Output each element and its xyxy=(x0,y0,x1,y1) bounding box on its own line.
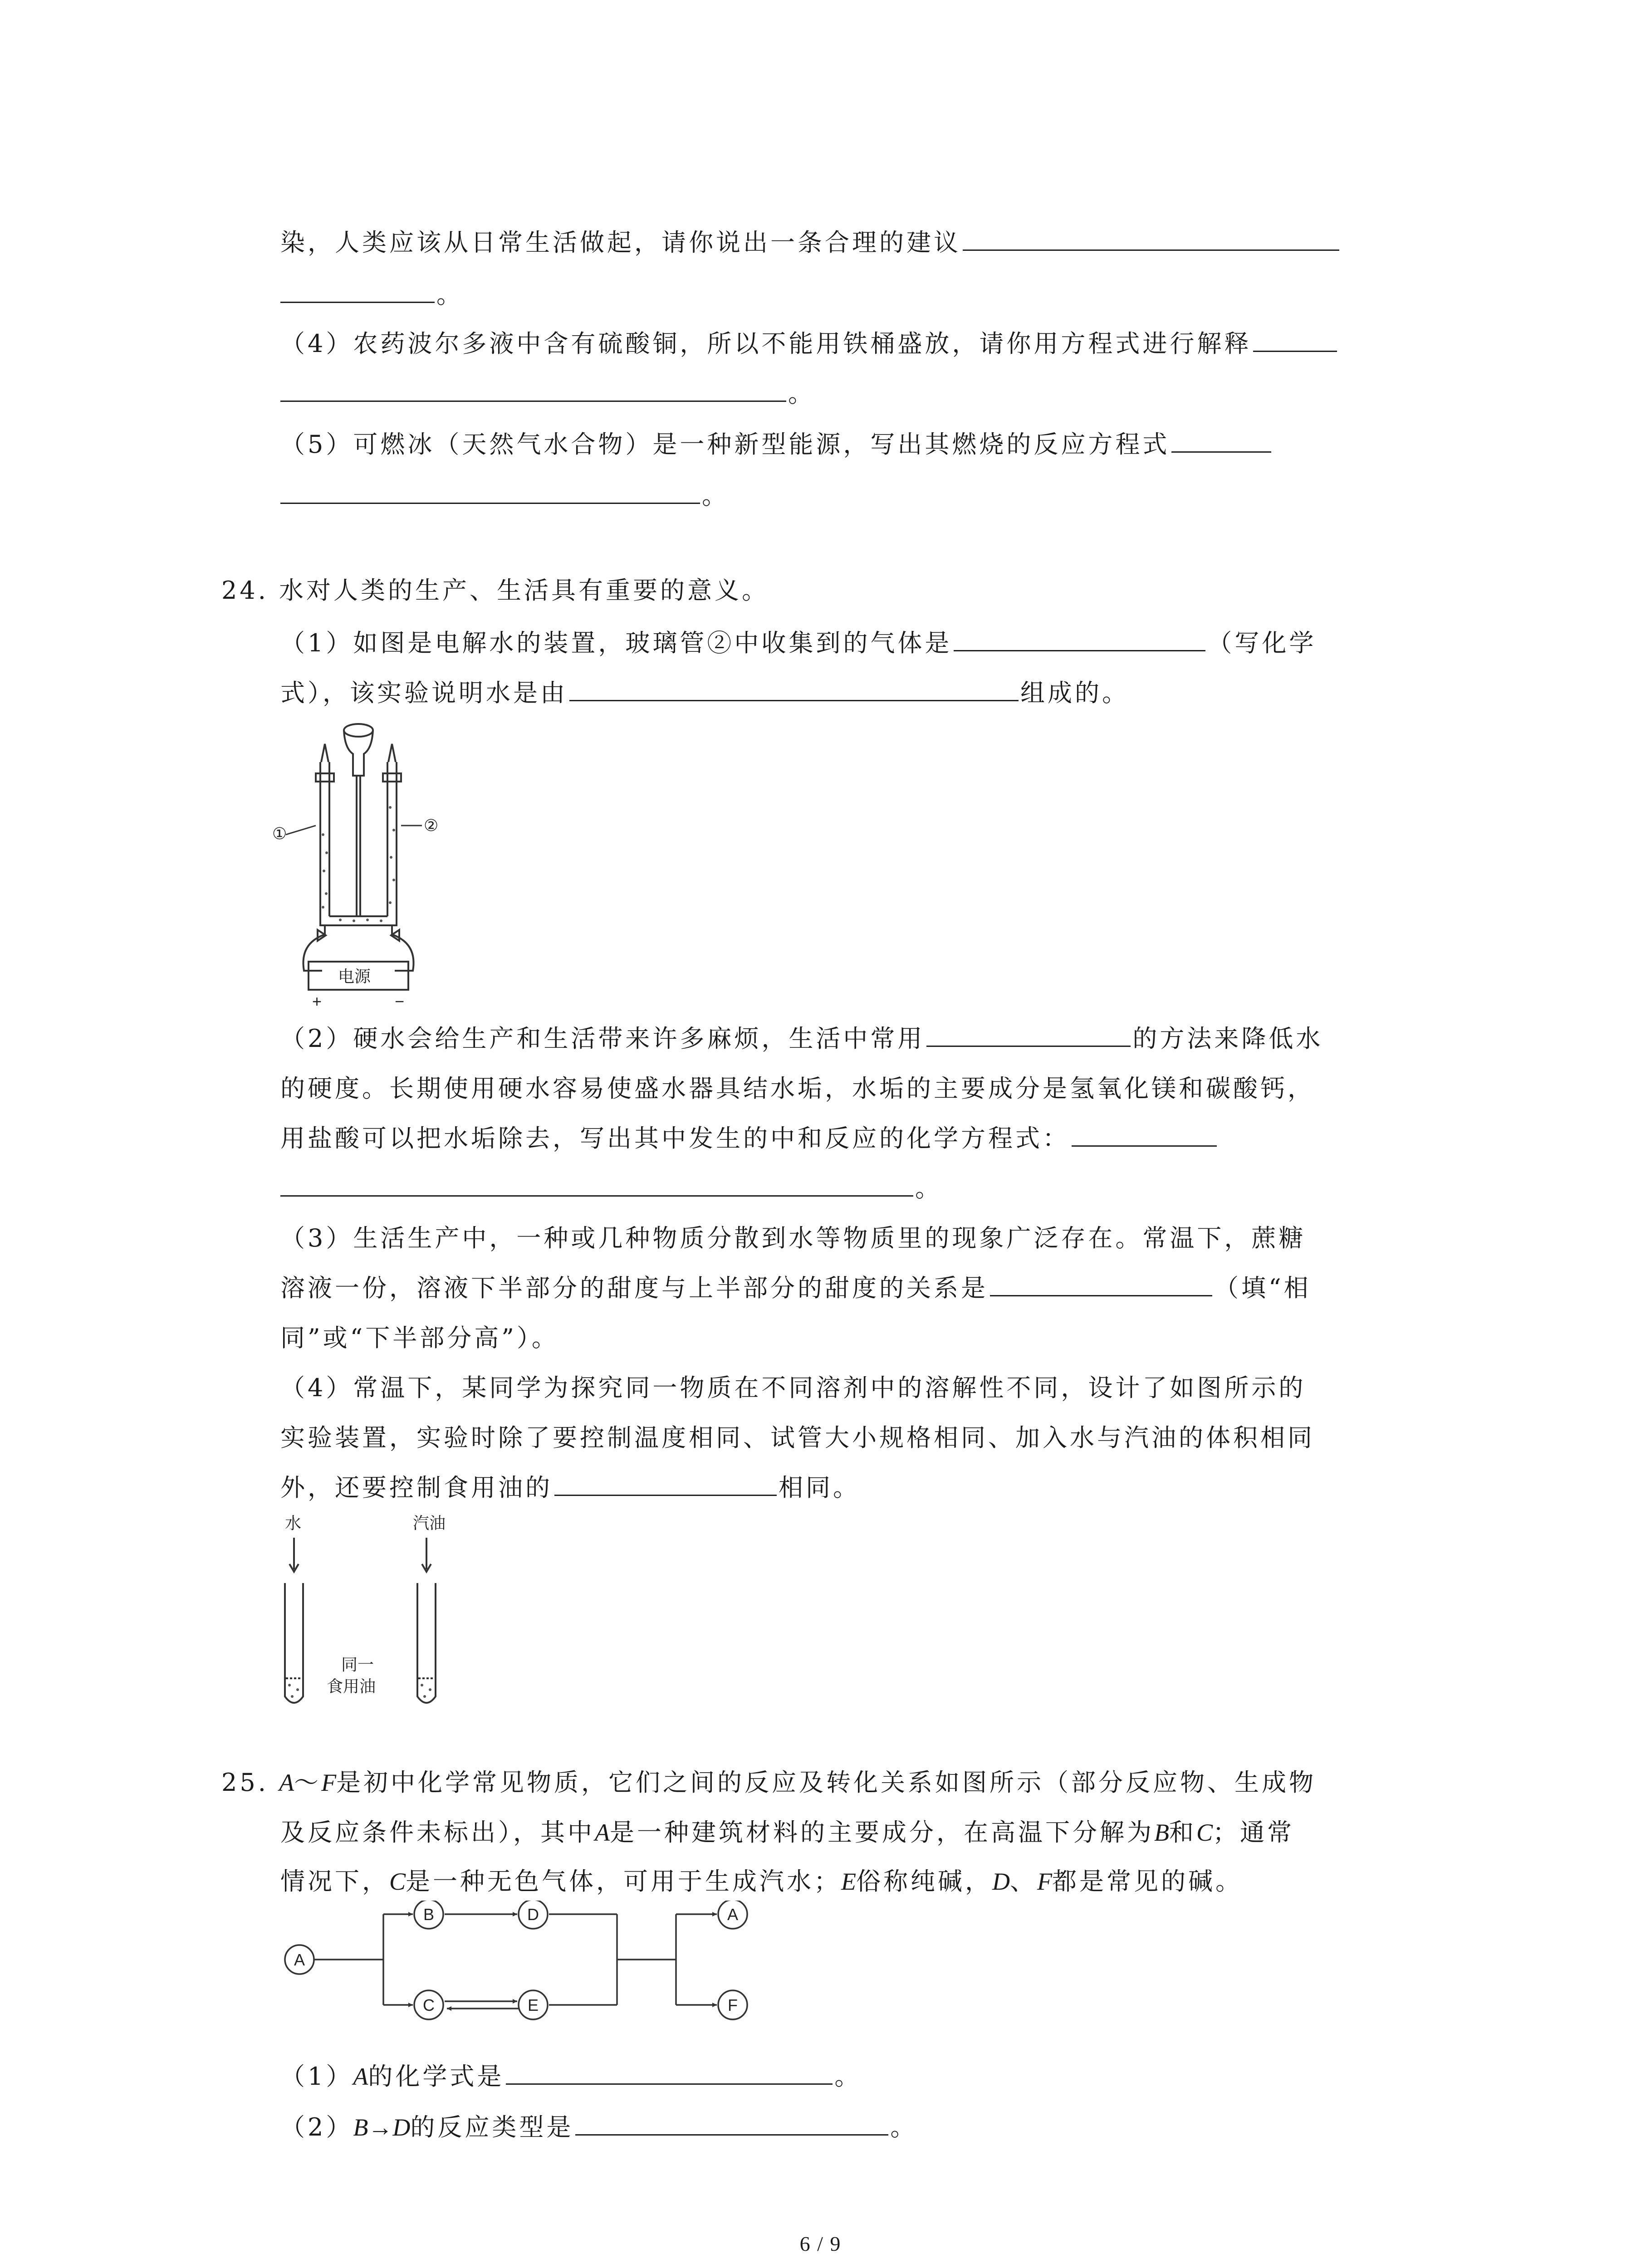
negative-terminal: − xyxy=(395,992,405,1007)
q25-stem-line-3: 情况下，C是一种无色气体，可用于生成汽水；E俗称纯碱，D、F都是常见的碱。 xyxy=(280,1867,1243,1896)
answer-blank-23-4b[interactable] xyxy=(280,376,786,402)
q25-part-2: （2）B→D的反应类型是 。 xyxy=(280,2109,917,2146)
answer-blank-24-3[interactable] xyxy=(990,1271,1212,1296)
water-label: 水 xyxy=(285,1514,302,1532)
reaction-relationship-diagram xyxy=(272,1901,771,2037)
q25-stem-line-2: 及反应条件未标出），其中A是一种建筑材料的主要成分，在高温下分解为B和C；通常 xyxy=(280,1818,1295,1847)
oil-label-line-1: 同一 xyxy=(341,1655,374,1674)
q23-line-2: 。 xyxy=(280,277,464,313)
q24-part-3-line-3: 同”或“下半部分高”）。 xyxy=(280,1324,559,1352)
answer-blank-24-2b[interactable] xyxy=(1072,1121,1217,1147)
answer-blank-24-1b[interactable] xyxy=(569,675,1019,701)
answer-blank-23-3b[interactable] xyxy=(280,277,435,303)
node-a-product: A xyxy=(727,1905,739,1924)
tube-label-1: ① xyxy=(272,824,287,843)
answer-blank-23-5b[interactable] xyxy=(280,478,700,504)
power-supply-label: 电源 xyxy=(338,967,371,986)
answer-blank-24-2a[interactable] xyxy=(926,1021,1131,1047)
q24-part-2-line-2: 的硬度。长期使用硬水容易使盛水器具结水垢，水垢的主要成分是氢氧化镁和碳酸钙， xyxy=(280,1074,1315,1103)
positive-terminal: + xyxy=(312,992,322,1007)
answer-blank-24-1a[interactable] xyxy=(954,626,1205,651)
answer-blank-25-1[interactable] xyxy=(506,2059,833,2085)
node-e: E xyxy=(527,1996,539,2014)
q24-part-3-line-2: 溶液一份，溶液下半部分的甜度与上半部分的甜度的关系是 （填“相 xyxy=(280,1270,1311,1306)
q23-part-4: （4）农药波尔多液中含有硫酸铜，所以不能用铁桶盛放，请你用方程式进行解释 xyxy=(280,326,1339,362)
q23-part-5-cont: 。 xyxy=(280,478,729,514)
q24-part-1: （1）如图是电解水的装置，玻璃管②中收集到的气体是 （写化学 xyxy=(280,625,1316,661)
answer-blank-25-2[interactable] xyxy=(575,2110,888,2136)
answer-blank-23-5[interactable] xyxy=(1171,427,1271,453)
tube-label-2: ② xyxy=(424,816,439,835)
answer-blank-23-4[interactable] xyxy=(1253,326,1337,352)
answer-blank-23-3[interactable] xyxy=(963,225,1339,251)
test-tubes-diagram xyxy=(272,1510,463,1710)
q24-stem: 24. 水对人类的生产、生活具有重要的意义。 xyxy=(221,576,769,605)
q24-part-1-cont: 式），该实验说明水是由 组成的。 xyxy=(280,675,1129,711)
node-f: F xyxy=(728,1996,738,2014)
page-number: 6 / 9 xyxy=(799,2232,842,2255)
answer-blank-24-4[interactable] xyxy=(554,1470,777,1496)
q24-part-4: （4）常温下，某同学为探究同一物质在不同溶剂中的溶解性不同，设计了如图所示的 xyxy=(280,1374,1306,1402)
q24-part-4-line-2: 实验装置，实验时除了要控制温度相同、试管大小规格相同、加入水与汽油的体积相同 xyxy=(280,1423,1315,1452)
gasoline-label: 汽油 xyxy=(413,1514,446,1532)
electrolysis-apparatus-diagram xyxy=(272,717,445,1007)
q24-part-2-line-3: 用盐酸可以把水垢除去，写出其中发生的中和反应的化学方程式： xyxy=(280,1120,1219,1157)
q25-stem-line-1: 25. A～F是初中化学常见物质，它们之间的反应及转化关系如图所示（部分反应物、生成物 xyxy=(221,1768,1317,1797)
q24-part-2: （2）硬水会给生产和生活带来许多麻烦，生活中常用 的方法来降低水 xyxy=(280,1021,1323,1057)
oil-label-line-2: 食用油 xyxy=(327,1677,376,1696)
q24-part-4-line-3: 外，还要控制食用油的 相同。 xyxy=(280,1470,860,1506)
q24-part-2-line-4: 。 xyxy=(280,1170,942,1207)
q23-part-5: （5）可燃冰（天然气水合物）是一种新型能源，写出其燃烧的反应方程式 xyxy=(280,426,1273,463)
node-d: D xyxy=(527,1905,539,1924)
q23-part-4-cont: 。 xyxy=(280,376,815,412)
q23-line-1: 染，人类应该从日常生活做起，请你说出一条合理的建议 xyxy=(280,225,1341,261)
q24-part-3: （3）生活生产中，一种或几种物质分散到水等物质里的现象广泛存在。常温下，蔗糖 xyxy=(280,1224,1306,1252)
node-a: A xyxy=(294,1950,305,1969)
q25-part-1: （1）A的化学式是 。 xyxy=(280,2058,862,2095)
answer-blank-24-2c[interactable] xyxy=(280,1171,913,1197)
node-b: B xyxy=(423,1905,435,1924)
node-c: C xyxy=(423,1996,435,2014)
